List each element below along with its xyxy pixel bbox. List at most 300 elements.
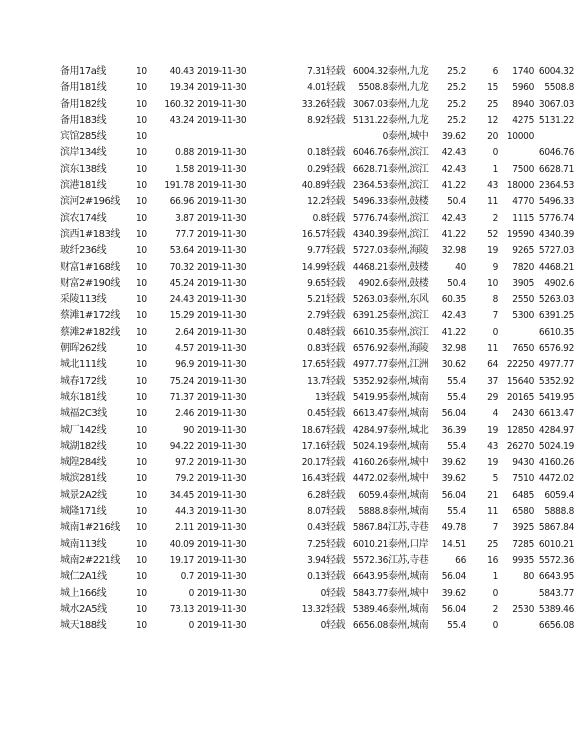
line-name-cell: 财富2#190线: [60, 277, 120, 289]
load-status-cell: 轻载: [326, 359, 345, 371]
load-rate-cell: 16.57: [301, 228, 326, 240]
current-cell: 191.78: [164, 180, 194, 192]
available-capacity-cell: 5727.03: [538, 245, 574, 257]
current-cell: 40.43: [169, 66, 194, 77]
load-rate-cell: 14.99: [301, 261, 326, 273]
load-rate-cell: 18.67: [301, 424, 326, 436]
installed-capacity-cell: 10000: [506, 131, 534, 143]
transformer-count-cell: 7: [492, 522, 498, 534]
current-cell: 2.64: [175, 326, 194, 338]
capacity-cell: 6656.08: [352, 620, 388, 632]
load-rate-cell: 7.31: [307, 66, 326, 77]
date-cell: 2019-11-30: [197, 554, 247, 566]
available-capacity-cell: 5352.92: [538, 375, 574, 387]
installed-capacity-cell: 9935: [512, 554, 534, 566]
capacity-cell: 4160.26: [352, 457, 388, 469]
installed-capacity-cell: 2430: [512, 408, 534, 420]
region-cell: 江苏,寺巷: [388, 522, 429, 534]
installed-capacity-cell: 3925: [512, 522, 534, 534]
available-capacity-cell: 5389.46: [538, 603, 574, 615]
available-capacity-cell: 6628.71: [538, 163, 574, 175]
available-capacity-cell: 6010.21: [538, 538, 574, 550]
capacity-cell: 5888.8: [358, 506, 388, 518]
capacity-cell: 5572.36: [352, 554, 388, 566]
table-row: [60, 341, 574, 357]
installed-capacity-cell: 9430: [512, 457, 534, 469]
current-cell: 3.87: [175, 212, 194, 224]
table-row: [60, 520, 574, 536]
date-cell: 2019-11-30: [197, 294, 247, 306]
voltage-cell: 10: [136, 603, 147, 615]
current-cell: 24.43: [169, 294, 194, 306]
transformer-count-cell: 19: [487, 424, 498, 436]
available-capacity-cell: 4977.77: [538, 359, 574, 371]
region-cell: 泰州,滨江: [388, 326, 429, 338]
table-row: [60, 178, 574, 194]
line-name-cell: 城东181线: [60, 391, 107, 403]
transformer-count-cell: 2: [492, 603, 498, 615]
load-rate-cell: 4.01: [307, 82, 326, 94]
line-name-cell: 滨河2#196线: [60, 196, 120, 208]
load-rate-cell: 5.21: [307, 294, 326, 306]
date-cell: 2019-11-30: [197, 228, 247, 240]
load-status-cell: 轻载: [326, 98, 345, 110]
substation-rate-cell: 41.22: [441, 180, 466, 192]
load-status-cell: 轻载: [326, 489, 345, 501]
table-row: [60, 553, 574, 569]
table-row: [60, 227, 574, 243]
load-rate-cell: 17.65: [301, 359, 326, 371]
current-cell: 0.7: [180, 571, 194, 583]
line-name-cell: 朝晖262线: [60, 343, 107, 355]
installed-capacity-cell: 7510: [512, 473, 534, 485]
load-status-cell: 轻载: [326, 538, 345, 550]
voltage-cell: 10: [136, 98, 147, 110]
line-name-cell: 城仁2A1线: [60, 571, 107, 583]
date-cell: 2019-11-30: [197, 310, 247, 322]
line-name-cell: 备用183线: [60, 114, 107, 126]
transformer-count-cell: 4: [492, 408, 498, 420]
transformer-count-cell: 0: [492, 147, 498, 159]
load-status-cell: 轻载: [326, 294, 345, 306]
date-cell: 2019-11-30: [197, 457, 247, 469]
installed-capacity-cell: 8940: [512, 98, 534, 110]
transformer-count-cell: 25: [487, 98, 498, 110]
substation-rate-cell: 30.62: [441, 359, 466, 371]
transformer-count-cell: 0: [492, 326, 498, 338]
feeder-load-table: [60, 64, 574, 634]
available-capacity-cell: 6046.76: [538, 147, 574, 159]
installed-capacity-cell: 7285: [512, 538, 534, 550]
current-cell: 66.96: [169, 196, 194, 208]
capacity-cell: 6576.92: [352, 343, 388, 355]
region-cell: 泰州,城南: [388, 603, 429, 615]
substation-rate-cell: 55.4: [447, 375, 466, 387]
date-cell: 2019-11-30: [197, 440, 247, 452]
available-capacity-cell: 5888.8: [544, 506, 574, 518]
current-cell: 4.57: [175, 343, 194, 355]
capacity-cell: 5024.19: [352, 440, 388, 452]
capacity-cell: 4472.02: [352, 473, 388, 485]
available-capacity-cell: 5508.8: [544, 82, 574, 94]
substation-rate-cell: 42.43: [441, 147, 466, 159]
line-name-cell: 财富1#168线: [60, 261, 120, 273]
load-status-cell: 轻载: [326, 587, 345, 599]
substation-rate-cell: 56.04: [441, 571, 466, 583]
region-cell: 泰州,滨江: [388, 228, 429, 240]
region-cell: 泰州,城南: [388, 620, 429, 632]
date-cell: 2019-11-30: [197, 212, 247, 224]
capacity-cell: 6628.71: [352, 163, 388, 175]
available-capacity-cell: 5572.36: [538, 554, 574, 566]
available-capacity-cell: 4160.26: [538, 457, 574, 469]
capacity-cell: 4340.39: [352, 228, 388, 240]
substation-rate-cell: 49.78: [441, 522, 466, 534]
date-cell: 2019-11-30: [197, 587, 247, 599]
substation-rate-cell: 41.22: [441, 228, 466, 240]
substation-rate-cell: 55.4: [447, 506, 466, 518]
substation-rate-cell: 25.2: [447, 98, 466, 110]
substation-rate-cell: 56.04: [441, 489, 466, 501]
load-rate-cell: 16.43: [301, 473, 326, 485]
region-cell: 泰州,口岸: [388, 538, 429, 550]
table-row: [60, 357, 574, 373]
load-status-cell: 轻载: [326, 114, 345, 126]
date-cell: 2019-11-30: [197, 603, 247, 615]
date-cell: 2019-11-30: [197, 375, 247, 387]
transformer-count-cell: 8: [492, 294, 498, 306]
load-rate-cell: 0.83: [307, 343, 326, 355]
line-name-cell: 城滨281线: [60, 473, 107, 485]
load-rate-cell: 0.13: [307, 571, 326, 583]
load-status-cell: 轻载: [326, 473, 345, 485]
load-rate-cell: 0.48: [307, 326, 326, 338]
voltage-cell: 10: [136, 522, 147, 534]
load-status-cell: 轻载: [326, 522, 345, 534]
date-cell: 2019-11-30: [197, 196, 247, 208]
installed-capacity-cell: 6580: [512, 506, 534, 518]
capacity-cell: 5496.33: [352, 196, 388, 208]
load-status-cell: 轻载: [326, 228, 345, 240]
region-cell: 泰州,滨江: [388, 147, 429, 159]
date-cell: 2019-11-30: [197, 326, 247, 338]
voltage-cell: 10: [136, 620, 147, 632]
available-capacity-cell: 6610.35: [538, 326, 574, 338]
installed-capacity-cell: 26270: [506, 440, 534, 452]
installed-capacity-cell: 7820: [512, 261, 534, 273]
current-cell: 1.58: [175, 163, 194, 175]
table-row: [60, 145, 574, 161]
date-cell: 2019-11-30: [197, 277, 247, 289]
substation-rate-cell: 25.2: [447, 66, 466, 77]
transformer-count-cell: 7: [492, 310, 498, 322]
transformer-count-cell: 29: [487, 391, 498, 403]
load-rate-cell: 40.89: [301, 180, 326, 192]
load-status-cell: 轻载: [326, 326, 345, 338]
available-capacity-cell: 6576.92: [538, 343, 574, 355]
current-cell: 73.13: [169, 603, 194, 615]
table-row: [60, 586, 574, 602]
load-rate-cell: 13: [315, 391, 326, 403]
region-cell: 泰州,鼓楼: [388, 261, 429, 273]
current-cell: 160.32: [164, 98, 194, 110]
transformer-count-cell: 9: [492, 261, 498, 273]
installed-capacity-cell: 2550: [512, 294, 534, 306]
available-capacity-cell: 5024.19: [538, 440, 574, 452]
substation-rate-cell: 39.62: [441, 473, 466, 485]
current-cell: 77.7: [175, 228, 194, 240]
current-cell: 53.64: [169, 245, 194, 257]
region-cell: 泰州,城中: [388, 457, 429, 469]
voltage-cell: 10: [136, 538, 147, 550]
voltage-cell: 10: [136, 391, 147, 403]
transformer-count-cell: 0: [492, 620, 498, 632]
capacity-cell: 6046.76: [352, 147, 388, 159]
load-rate-cell: 3.94: [307, 554, 326, 566]
region-cell: 泰州,九龙: [388, 66, 429, 77]
transformer-count-cell: 10: [487, 277, 498, 289]
transformer-count-cell: 5: [492, 473, 498, 485]
table-row: [60, 243, 574, 259]
load-rate-cell: 6.28: [307, 489, 326, 501]
installed-capacity-cell: 22250: [506, 359, 534, 371]
capacity-cell: 5727.03: [352, 245, 388, 257]
installed-capacity-cell: 6485: [512, 489, 534, 501]
voltage-cell: 10: [136, 228, 147, 240]
load-rate-cell: 0: [320, 620, 326, 632]
available-capacity-cell: 6004.32: [538, 66, 574, 77]
table-row: [60, 129, 534, 145]
current-cell: 45.24: [169, 277, 194, 289]
installed-capacity-cell: 1115: [512, 212, 534, 224]
table-row: [60, 537, 574, 553]
current-cell: 75.24: [169, 375, 194, 387]
load-status-cell: 轻载: [326, 212, 345, 224]
voltage-cell: 10: [136, 277, 147, 289]
capacity-cell: 5867.84: [352, 522, 388, 534]
capacity-cell: 6059.4: [358, 489, 388, 501]
installed-capacity-cell: 2530: [512, 603, 534, 615]
line-name-cell: 城湖182线: [60, 440, 107, 452]
table-row: [60, 97, 574, 113]
load-rate-cell: 2.79: [307, 310, 326, 322]
substation-rate-cell: 50.4: [447, 196, 466, 208]
table-row: [60, 455, 574, 471]
load-rate-cell: 12.2: [307, 196, 326, 208]
current-cell: 44.3: [175, 506, 194, 518]
installed-capacity-cell: 80: [523, 571, 534, 583]
current-cell: 43.24: [169, 114, 194, 126]
table-row: [60, 113, 574, 129]
current-cell: 79.2: [175, 473, 194, 485]
installed-capacity-cell: 7500: [512, 163, 534, 175]
date-cell: 2019-11-30: [197, 408, 247, 420]
region-cell: 江苏,寺巷: [388, 554, 429, 566]
region-cell: 泰州,海陵: [388, 343, 429, 355]
region-cell: 泰州,城北: [388, 424, 429, 436]
line-name-cell: 城厂142线: [60, 424, 107, 436]
region-cell: 泰州,海陵: [388, 245, 429, 257]
load-rate-cell: 20.17: [301, 457, 326, 469]
line-name-cell: 城南1#216线: [60, 522, 120, 534]
transformer-count-cell: 6: [492, 66, 498, 77]
load-status-cell: 轻载: [326, 375, 345, 387]
installed-capacity-cell: 1740: [512, 66, 534, 77]
transformer-count-cell: 0: [492, 587, 498, 599]
load-status-cell: 轻载: [326, 196, 345, 208]
load-status-cell: 轻载: [326, 620, 345, 632]
line-name-cell: 城隍284线: [60, 457, 107, 469]
line-name-cell: 滨港181线: [60, 180, 107, 192]
capacity-cell: 5843.77: [352, 587, 388, 599]
table-row: [60, 618, 574, 634]
line-name-cell: 城春172线: [60, 375, 107, 387]
region-cell: 泰州,城中: [388, 131, 429, 143]
region-cell: 泰州,滨江: [388, 310, 429, 322]
table-row: [60, 80, 574, 96]
load-status-cell: 轻载: [326, 603, 345, 615]
capacity-cell: 5263.03: [352, 294, 388, 306]
voltage-cell: 10: [136, 326, 147, 338]
line-name-cell: 备用181线: [60, 82, 107, 94]
current-cell: 0: [188, 620, 194, 632]
capacity-cell: 0: [382, 131, 388, 143]
load-status-cell: 轻载: [326, 147, 345, 159]
current-cell: 90: [183, 424, 194, 436]
voltage-cell: 10: [136, 310, 147, 322]
region-cell: 泰州,城南: [388, 506, 429, 518]
available-capacity-cell: 2364.53: [538, 180, 574, 192]
load-rate-cell: 8.92: [307, 114, 326, 126]
transformer-count-cell: 16: [487, 554, 498, 566]
substation-rate-cell: 40: [455, 261, 466, 273]
line-name-cell: 滨西1#183线: [60, 228, 120, 240]
load-status-cell: 轻载: [326, 310, 345, 322]
capacity-cell: 5776.74: [352, 212, 388, 224]
load-rate-cell: 9.65: [307, 277, 326, 289]
transformer-count-cell: 20: [487, 131, 498, 143]
transformer-count-cell: 1: [492, 571, 498, 583]
available-capacity-cell: 6059.4: [544, 489, 574, 501]
substation-rate-cell: 42.43: [441, 163, 466, 175]
voltage-cell: 10: [136, 131, 147, 143]
region-cell: 泰州,城南: [388, 408, 429, 420]
substation-rate-cell: 39.62: [441, 131, 466, 143]
date-cell: 2019-11-30: [197, 163, 247, 175]
load-rate-cell: 8.07: [307, 506, 326, 518]
load-status-cell: 轻载: [326, 343, 345, 355]
transformer-count-cell: 52: [487, 228, 498, 240]
capacity-cell: 5508.8: [358, 82, 388, 94]
available-capacity-cell: 5843.77: [538, 587, 574, 599]
available-capacity-cell: 5131.22: [538, 114, 574, 126]
available-capacity-cell: 5867.84: [538, 522, 574, 534]
line-name-cell: 备用182线: [60, 98, 107, 110]
voltage-cell: 10: [136, 180, 147, 192]
load-status-cell: 轻载: [326, 424, 345, 436]
voltage-cell: 10: [136, 66, 147, 77]
table-row: [60, 308, 574, 324]
region-cell: 泰州,城中: [388, 587, 429, 599]
date-cell: 2019-11-30: [197, 82, 247, 94]
current-cell: 0: [188, 587, 194, 599]
voltage-cell: 10: [136, 440, 147, 452]
region-cell: 泰州,滨江: [388, 212, 429, 224]
capacity-cell: 6010.21: [352, 538, 388, 550]
voltage-cell: 10: [136, 473, 147, 485]
load-status-cell: 轻载: [326, 277, 345, 289]
current-cell: 15.29: [169, 310, 194, 322]
line-name-cell: 城景2A2线: [60, 489, 107, 501]
region-cell: 泰州,滨江: [388, 163, 429, 175]
installed-capacity-cell: 15640: [506, 375, 534, 387]
available-capacity-cell: 4468.21: [538, 261, 574, 273]
line-name-cell: 采陵113线: [60, 294, 107, 306]
transformer-count-cell: 64: [487, 359, 498, 371]
region-cell: 泰州,城南: [388, 391, 429, 403]
load-rate-cell: 13.7: [307, 375, 326, 387]
current-cell: 97.2: [175, 457, 194, 469]
capacity-cell: 5419.95: [352, 391, 388, 403]
voltage-cell: 10: [136, 408, 147, 420]
load-status-cell: 轻载: [326, 571, 345, 583]
substation-rate-cell: 25.2: [447, 82, 466, 94]
date-cell: 2019-11-30: [197, 245, 247, 257]
substation-rate-cell: 39.62: [441, 587, 466, 599]
date-cell: 2019-11-30: [197, 66, 247, 77]
available-capacity-cell: 4340.39: [538, 228, 574, 240]
voltage-cell: 10: [136, 587, 147, 599]
capacity-cell: 6610.35: [352, 326, 388, 338]
line-name-cell: 城水2A5线: [60, 603, 107, 615]
table-row: [60, 211, 574, 227]
line-name-cell: 滨农174线: [60, 212, 107, 224]
voltage-cell: 10: [136, 554, 147, 566]
date-cell: 2019-11-30: [197, 489, 247, 501]
load-status-cell: 轻载: [326, 261, 345, 273]
line-name-cell: 城上166线: [60, 587, 107, 599]
table-row: [60, 374, 574, 390]
load-status-cell: 轻载: [326, 66, 345, 77]
date-cell: 2019-11-30: [197, 114, 247, 126]
substation-rate-cell: 50.4: [447, 277, 466, 289]
load-status-cell: 轻载: [326, 82, 345, 94]
date-cell: 2019-11-30: [197, 261, 247, 273]
line-name-cell: 滨岸134线: [60, 147, 107, 159]
current-cell: 19.34: [169, 82, 194, 94]
voltage-cell: 10: [136, 571, 147, 583]
table-row: [60, 423, 574, 439]
line-name-cell: 城福2C3线: [60, 408, 107, 420]
table-row: [60, 406, 574, 422]
current-cell: 71.37: [169, 391, 194, 403]
line-name-cell: 城南113线: [60, 538, 107, 550]
capacity-cell: 2364.53: [352, 180, 388, 192]
region-cell: 泰州,九龙: [388, 82, 429, 94]
region-cell: 泰州,城南: [388, 571, 429, 583]
capacity-cell: 6613.47: [352, 408, 388, 420]
available-capacity-cell: 5776.74: [538, 212, 574, 224]
available-capacity-cell: 6656.08: [538, 620, 574, 632]
transformer-count-cell: 25: [487, 538, 498, 550]
table-row: [60, 162, 574, 178]
region-cell: 泰州,城南: [388, 440, 429, 452]
line-name-cell: 蔡滩1#172线: [60, 310, 120, 322]
line-name-cell: 滨东138线: [60, 163, 107, 175]
load-status-cell: 轻载: [326, 408, 345, 420]
region-cell: 泰州,东风: [388, 294, 429, 306]
load-rate-cell: 0: [320, 587, 326, 599]
